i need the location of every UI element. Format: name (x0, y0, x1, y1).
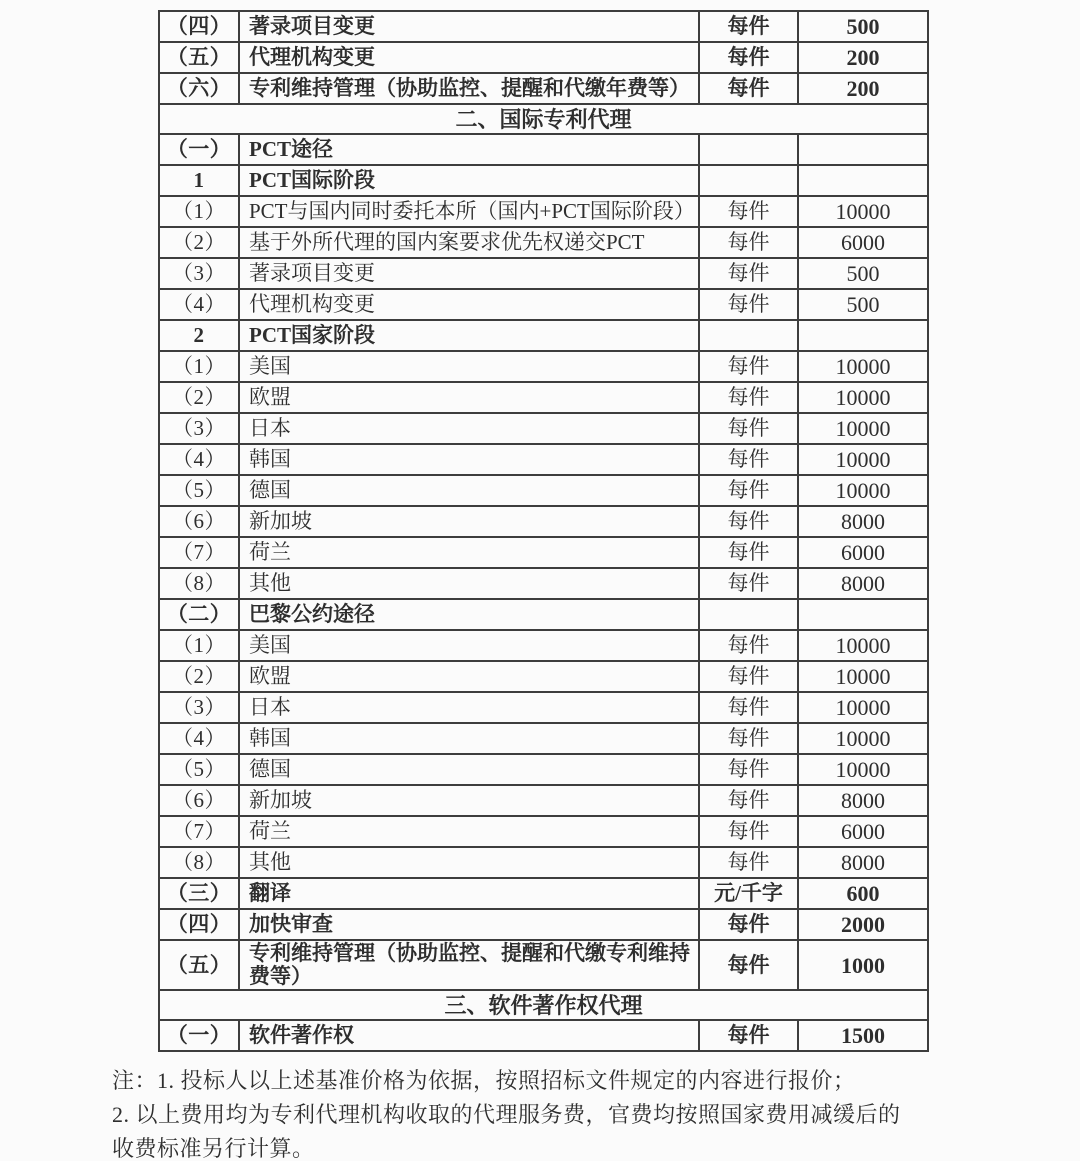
item-name: 荷兰 (239, 537, 699, 568)
table-row (159, 134, 928, 165)
price-cell: 500 (798, 258, 928, 289)
table-row (159, 382, 928, 413)
item-name: PCT国家阶段 (239, 320, 699, 351)
table-row (159, 630, 928, 661)
table-row (159, 878, 928, 909)
row-number: （四） (159, 909, 239, 940)
unit-cell: 每件 (699, 351, 798, 382)
item-name: 韩国 (239, 444, 699, 475)
row-number: （5） (159, 754, 239, 785)
price-cell: 200 (798, 73, 928, 104)
price-cell: 10000 (798, 475, 928, 506)
price-cell: 10000 (798, 413, 928, 444)
item-name: 美国 (239, 351, 699, 382)
note-line: 注：1. 投标人以上述基准价格为依据，按照招标文件规定的内容进行报价； (112, 1068, 856, 1093)
price-cell: 10000 (798, 196, 928, 227)
row-number: （3） (159, 258, 239, 289)
item-name: 其他 (239, 847, 699, 878)
row-number: （1） (159, 630, 239, 661)
table-row (159, 165, 928, 196)
row-number: （一） (159, 134, 239, 165)
section-row (159, 990, 928, 1020)
unit-cell: 每件 (699, 630, 798, 661)
table-row (159, 413, 928, 444)
table-row (159, 754, 928, 785)
table-row (159, 320, 928, 351)
table-row (159, 351, 928, 382)
table-row (159, 692, 928, 723)
unit-cell: 每件 (699, 847, 798, 878)
price-cell (798, 599, 928, 630)
item-name: 德国 (239, 754, 699, 785)
row-number: （1） (159, 196, 239, 227)
unit-cell: 每件 (699, 42, 798, 73)
row-number: （4） (159, 723, 239, 754)
row-number: （5） (159, 475, 239, 506)
row-number: （8） (159, 568, 239, 599)
row-number: （三） (159, 878, 239, 909)
price-cell: 8000 (798, 847, 928, 878)
table-row (159, 475, 928, 506)
table-row (159, 568, 928, 599)
item-name: 新加坡 (239, 785, 699, 816)
row-number: （4） (159, 289, 239, 320)
item-name: 巴黎公约途径 (239, 599, 699, 630)
item-name: 美国 (239, 630, 699, 661)
item-name: 韩国 (239, 723, 699, 754)
price-cell: 10000 (798, 661, 928, 692)
price-cell: 1500 (798, 1020, 928, 1051)
price-cell: 6000 (798, 537, 928, 568)
fee-table-body (159, 11, 928, 1051)
price-cell (798, 165, 928, 196)
footnotes (112, 1064, 992, 1161)
price-cell: 6000 (798, 816, 928, 847)
item-name: PCT与国内同时委托本所（国内+PCT国际阶段） (239, 196, 699, 227)
price-cell: 8000 (798, 568, 928, 599)
item-name: 翻译 (239, 878, 699, 909)
row-number: （3） (159, 692, 239, 723)
unit-cell: 每件 (699, 258, 798, 289)
item-name: 德国 (239, 475, 699, 506)
table-row (159, 816, 928, 847)
row-number: （2） (159, 227, 239, 258)
item-name: 软件著作权 (239, 1020, 699, 1051)
price-cell: 10000 (798, 444, 928, 475)
item-name: PCT国际阶段 (239, 165, 699, 196)
price-cell: 500 (798, 11, 928, 42)
row-number: 1 (159, 165, 239, 196)
price-cell: 600 (798, 878, 928, 909)
row-number: （7） (159, 537, 239, 568)
item-name: 代理机构变更 (239, 289, 699, 320)
price-cell (798, 134, 928, 165)
price-cell (798, 320, 928, 351)
row-number: （五） (159, 42, 239, 73)
price-cell: 10000 (798, 723, 928, 754)
item-name: 专利维持管理（协助监控、提醒和代缴专利维持费等） (239, 940, 699, 990)
unit-cell (699, 165, 798, 196)
unit-cell: 每件 (699, 940, 798, 990)
table-row (159, 909, 928, 940)
row-number: （四） (159, 11, 239, 42)
document-page (0, 10, 1080, 1161)
row-number: （6） (159, 785, 239, 816)
row-number: （二） (159, 599, 239, 630)
table-row (159, 599, 928, 630)
item-name: 日本 (239, 692, 699, 723)
unit-cell: 每件 (699, 816, 798, 847)
unit-cell: 每件 (699, 723, 798, 754)
table-row (159, 42, 928, 73)
row-number: （2） (159, 661, 239, 692)
table-row (159, 258, 928, 289)
unit-cell: 每件 (699, 413, 798, 444)
unit-cell: 每件 (699, 73, 798, 104)
unit-cell: 每件 (699, 1020, 798, 1051)
row-number: 2 (159, 320, 239, 351)
unit-cell (699, 320, 798, 351)
item-name: 代理机构变更 (239, 42, 699, 73)
row-number: （6） (159, 506, 239, 537)
item-name: 荷兰 (239, 816, 699, 847)
table-row (159, 1020, 928, 1051)
row-number: （8） (159, 847, 239, 878)
unit-cell (699, 134, 798, 165)
row-number: （六） (159, 73, 239, 104)
table-row (159, 196, 928, 227)
unit-cell: 元/千字 (699, 878, 798, 909)
price-cell: 8000 (798, 785, 928, 816)
price-cell: 10000 (798, 754, 928, 785)
item-name: 新加坡 (239, 506, 699, 537)
table-row (159, 227, 928, 258)
table-row (159, 940, 928, 990)
table-row (159, 289, 928, 320)
price-cell: 2000 (798, 909, 928, 940)
price-cell: 8000 (798, 506, 928, 537)
unit-cell: 每件 (699, 196, 798, 227)
price-cell: 1000 (798, 940, 928, 990)
unit-cell: 每件 (699, 227, 798, 258)
price-cell: 200 (798, 42, 928, 73)
row-number: （7） (159, 816, 239, 847)
table-row (159, 661, 928, 692)
price-cell: 10000 (798, 630, 928, 661)
note-line: 2. 以上费用均为专利代理机构收取的代理服务费，官费均按照国家费用减缓后的 (112, 1102, 901, 1127)
row-number: （3） (159, 413, 239, 444)
table-row (159, 723, 928, 754)
unit-cell: 每件 (699, 754, 798, 785)
table-row (159, 537, 928, 568)
item-name: 其他 (239, 568, 699, 599)
price-cell: 10000 (798, 382, 928, 413)
table-row (159, 73, 928, 104)
unit-cell: 每件 (699, 661, 798, 692)
unit-cell: 每件 (699, 475, 798, 506)
item-name: 著录项目变更 (239, 11, 699, 42)
item-name: 日本 (239, 413, 699, 444)
price-cell: 10000 (798, 692, 928, 723)
unit-cell: 每件 (699, 289, 798, 320)
row-number: （2） (159, 382, 239, 413)
note-line: 收费标准另行计算。 (112, 1136, 315, 1161)
unit-cell: 每件 (699, 785, 798, 816)
item-name: 欧盟 (239, 661, 699, 692)
unit-cell: 每件 (699, 382, 798, 413)
table-row (159, 11, 928, 42)
item-name: 加快审查 (239, 909, 699, 940)
price-cell: 10000 (798, 351, 928, 382)
table-row (159, 506, 928, 537)
unit-cell: 每件 (699, 11, 798, 42)
item-name: 专利维持管理（协助监控、提醒和代缴年费等） (239, 73, 699, 104)
unit-cell: 每件 (699, 692, 798, 723)
price-cell: 6000 (798, 227, 928, 258)
table-row (159, 444, 928, 475)
unit-cell: 每件 (699, 909, 798, 940)
fee-table (158, 10, 929, 1052)
unit-cell: 每件 (699, 444, 798, 475)
item-name: 著录项目变更 (239, 258, 699, 289)
unit-cell: 每件 (699, 537, 798, 568)
item-name: PCT途径 (239, 134, 699, 165)
section-title: 三、软件著作权代理 (159, 990, 928, 1020)
table-row (159, 785, 928, 816)
unit-cell: 每件 (699, 506, 798, 537)
table-row (159, 847, 928, 878)
row-number: （1） (159, 351, 239, 382)
price-cell: 500 (798, 289, 928, 320)
unit-cell (699, 599, 798, 630)
unit-cell: 每件 (699, 568, 798, 599)
item-name: 基于外所代理的国内案要求优先权递交PCT (239, 227, 699, 258)
row-number: （4） (159, 444, 239, 475)
row-number: （五） (159, 940, 239, 990)
item-name: 欧盟 (239, 382, 699, 413)
section-row (159, 104, 928, 134)
section-title: 二、国际专利代理 (159, 104, 928, 134)
row-number: （一） (159, 1020, 239, 1051)
